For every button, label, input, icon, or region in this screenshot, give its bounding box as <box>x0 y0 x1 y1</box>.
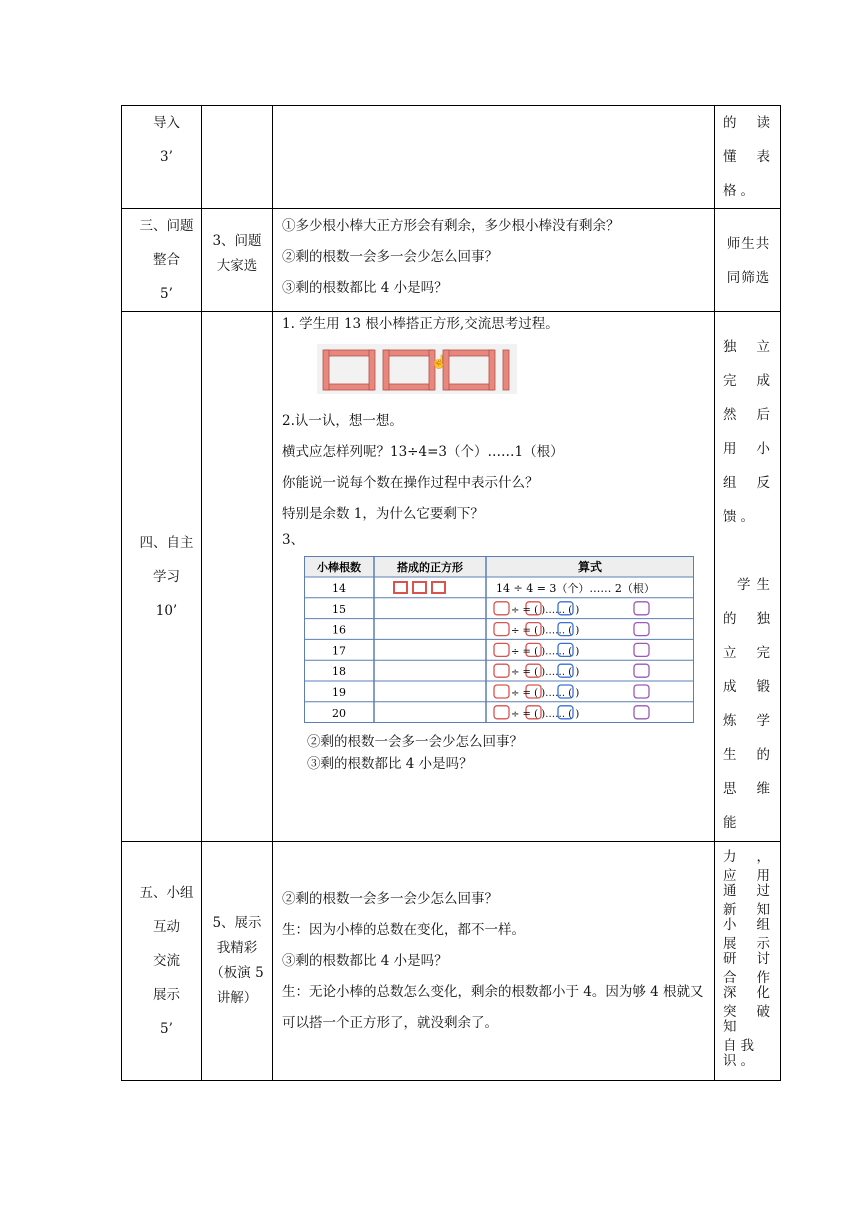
stage-line: 5’ <box>160 286 173 302</box>
stick-count: 15 <box>332 602 346 616</box>
content-line: 生：因为小棒的总数在变化，都不一样。 <box>282 921 525 938</box>
row-self-study <box>122 312 781 842</box>
row-problem <box>122 209 781 312</box>
content-line: 特别是余数 1，为什么它要剩下？ <box>282 506 484 522</box>
formula-blank: ÷ = ( )…… ( ) <box>511 667 580 679</box>
stick-count: 14 <box>332 582 346 595</box>
activity-line: 我精彩 <box>216 940 258 956</box>
stage-line: 互动 <box>153 919 180 935</box>
stage-line: 三、问题 <box>139 218 194 234</box>
formula-blank: ÷ = ( )…… ( ) <box>511 604 580 616</box>
stage-line: 展示 <box>153 987 180 1003</box>
formula-example: 14 ÷ 4 = 3（个）…… 2（根） <box>496 582 655 595</box>
stick-count: 16 <box>332 623 346 637</box>
content-line: 2.认一认，想一想。 <box>282 413 403 429</box>
content-cell <box>273 106 715 209</box>
note-text: 独立完成然后用小组反馈。 <box>723 339 774 525</box>
formula-blank: ÷ = ( )…… ( ) <box>511 708 580 720</box>
content-line: 横式应怎样列呢？13÷4=3（个）……1（根） <box>282 444 564 460</box>
matchstick-squares-image <box>317 344 517 394</box>
stage-cell <box>122 842 202 1081</box>
content-cell <box>273 209 715 312</box>
activity-line: 3、问题 <box>212 233 262 249</box>
stage-cell <box>122 312 202 842</box>
stick-count: 17 <box>332 644 346 658</box>
content-cell <box>273 842 715 1081</box>
stage-line: 整合 <box>153 252 180 268</box>
note-text: 应用新知展示合作突破自我 <box>723 868 774 1054</box>
header-sticks: 小棒根数 <box>317 561 361 574</box>
activity-line: （板演 5 <box>210 965 264 981</box>
stick-count: 20 <box>332 706 346 720</box>
content-line: ③剩的根数都比 4 小是吗？ <box>282 952 448 969</box>
lesson-plan-table <box>121 105 781 1081</box>
content-line: ②剩的根数一会多一会少怎么回事？ <box>282 890 498 907</box>
stage-cell <box>122 209 202 312</box>
activity-cell <box>202 312 273 842</box>
stage-line: 学习 <box>153 568 180 585</box>
content-line: ③剩的根数都比 4 小是吗？ <box>282 280 448 296</box>
content-line: 生：无论小棒的总数怎么变化，剩余的根数都小于 4。因为够 4 根就又可以搭一个正方形了，就没剩余了。 <box>282 983 704 1031</box>
activity-line: 讲解） <box>216 990 258 1006</box>
note-text: 的读懂表格。 <box>723 115 774 199</box>
svg-text:☝: ☝ <box>431 355 448 370</box>
formula-blank: ÷ = ( )…… ( ) <box>511 625 580 637</box>
note-cell <box>715 209 781 312</box>
stage-cell <box>122 106 202 209</box>
note-text: 学生的独立完成锻炼学生的思维能力，通过小组研讨深化知识。 <box>723 577 774 1069</box>
header-formula: 算式 <box>577 560 603 574</box>
content-line: 1. 学生用 13 根小棒搭正方形,交流思考过程。 <box>282 316 559 332</box>
stage-line: 导入 <box>153 115 180 131</box>
content-line: ②剩的根数一会多一会少怎么回事？ <box>307 734 523 750</box>
activity-line: 大家选 <box>216 258 258 274</box>
content-line: 3、 <box>282 532 305 548</box>
stick-count: 18 <box>332 665 346 679</box>
stage-line: 交流 <box>153 953 180 969</box>
note-cell <box>715 106 781 209</box>
stage-line: 3’ <box>160 149 173 165</box>
row-group-display <box>122 842 781 1081</box>
activity-cell <box>202 842 273 1081</box>
stick-count: 19 <box>332 686 346 699</box>
division-exercise-table <box>304 556 694 723</box>
content-line: ①多少根小棒大正方形会有剩余，多少根小棒没有剩余？ <box>282 218 620 234</box>
formula-blank: ÷ = ( )…… ( ) <box>511 646 580 658</box>
stage-line: 四、自主 <box>139 534 194 551</box>
row-intro <box>122 106 781 209</box>
stage-line: 五、小组 <box>139 885 194 901</box>
content-line: ②剩的根数一会多一会少怎么回事？ <box>282 249 498 265</box>
formula-blank: ÷ = ( )…… ( ) <box>511 688 580 699</box>
activity-cell <box>202 106 273 209</box>
content-line: 你能说一说每个数在操作过程中表示什么？ <box>282 475 539 491</box>
content-cell <box>273 312 715 842</box>
note-text: 师生共同筛选 <box>726 236 771 286</box>
header-squares: 搭成的正方形 <box>397 561 463 574</box>
activity-cell <box>202 209 273 312</box>
content-line: ③剩的根数都比 4 小是吗？ <box>307 756 473 772</box>
activity-line: 5、展示 <box>212 915 262 931</box>
stage-line: 10’ <box>155 602 178 619</box>
stage-line: 5’ <box>160 1021 173 1037</box>
